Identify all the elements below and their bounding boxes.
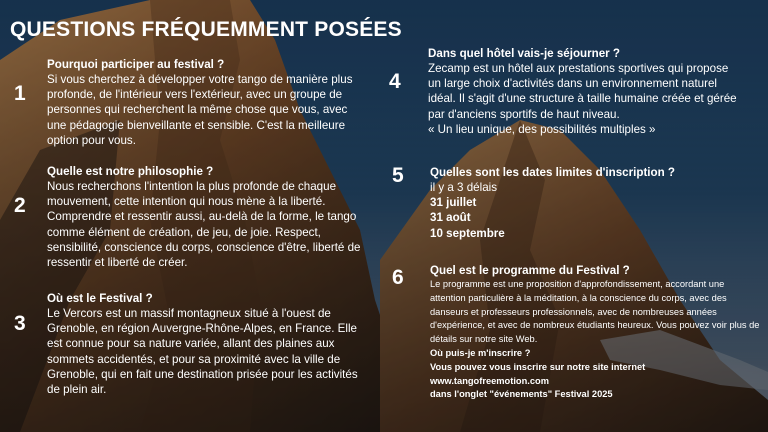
- faq-question-6: Quel est le programme du Festival ?: [430, 264, 630, 277]
- faq-item-2: [47, 164, 369, 270]
- faq-answer-4: Zecamp est un hôtel aux prestations sportives qui propose un large choix d'activités dans un environnement naturel idéal. Il s'agit d'une structure à taille humaine créée et gérée par d'anciens sportifs de haut niveau.: [428, 62, 737, 121]
- faq-question-2: Quelle est notre philosophie ?: [47, 165, 214, 178]
- faq-answer-2: Nous recherchons l'intention la plus profonde de chaque mouvement, cette intention qui nous mène à la liberté. Comprendre et ressentir aussi, au-delà de la forme, le tango comme élément de création, de jeu, de joie. Respect, sensibilité, conscience du corps, conscience d'être, liberté de ressentir et liberté de créer.: [47, 180, 361, 270]
- faq-number-1: 1: [14, 82, 26, 105]
- faq-intro-5: il y a 3 délais: [430, 181, 498, 194]
- register-line: Vous pouvez vous inscrire sur notre site internet: [430, 361, 646, 372]
- faq-answer-6: Le programme est une proposition d'approfondissement, accordant une attention particulière à la méditation, à la conscience du corps, avec des danseurs et professeurs professionnels, avec de nombreuses années d'expérience, et avec de nombreux étudiants heureux. Vous pouvez voir plus de détails sur notre site Web.: [430, 279, 760, 345]
- page-title: QUESTIONS FRÉQUEMMENT POSÉES: [10, 18, 402, 41]
- faq-question-3: Où est le Festival ?: [47, 292, 153, 305]
- faq-item-5: [430, 165, 730, 241]
- faq-question-4: Dans quel hôtel vais-je séjourner ?: [428, 47, 620, 60]
- faq-subquestion-6: Où puis-je m'inscrire ?: [430, 347, 531, 358]
- faq-number-4: 4: [389, 70, 401, 93]
- faq-item-3: [47, 291, 369, 397]
- deadline-date-3: 10 septembre: [430, 226, 505, 240]
- events-tab-line: dans l'onglet "événements" Festival 2025: [430, 389, 613, 400]
- faq-question-1: Pourquoi participer au festival ?: [47, 58, 225, 71]
- deadline-date-2: 31 août: [430, 211, 471, 225]
- faq-item-1: [47, 57, 369, 148]
- website-link[interactable]: www.tangofreemotion.com: [430, 375, 549, 386]
- faq-answer-3: Le Vercors est un massif montagneux situé à l'ouest de Grenoble, en région Auvergne-Rhône-Alpes, en France. Elle est connue pour sa nature variée, allant des plaines aux sommets accidentés, et pour sa proximité avec la ville de Grenoble, qui en fait une destination prisée pour les activités de plein air.: [47, 307, 358, 397]
- faq-number-6: 6: [392, 266, 404, 289]
- faq-answer-1: Si vous cherchez à développer votre tango de manière plus profonde, de l'intérieur vers l'extérieur, avec un groupe de personnes qui recherchent la même chose que vous, avec une pédagogie bienveillante et sensible. C'est la meilleure option pour vous.: [47, 73, 353, 147]
- faq-question-5: Quelles sont les dates limites d'inscription ?: [430, 166, 675, 179]
- faq-number-5: 5: [392, 164, 404, 187]
- faq-item-4: [428, 46, 740, 137]
- faq-item-6: [430, 263, 760, 402]
- faq-quote-4: « Un lieu unique, des possibilités multiples »: [428, 122, 656, 136]
- faq-number-2: 2: [14, 194, 26, 217]
- deadline-date-1: 31 juillet: [430, 196, 477, 210]
- faq-number-3: 3: [14, 312, 26, 335]
